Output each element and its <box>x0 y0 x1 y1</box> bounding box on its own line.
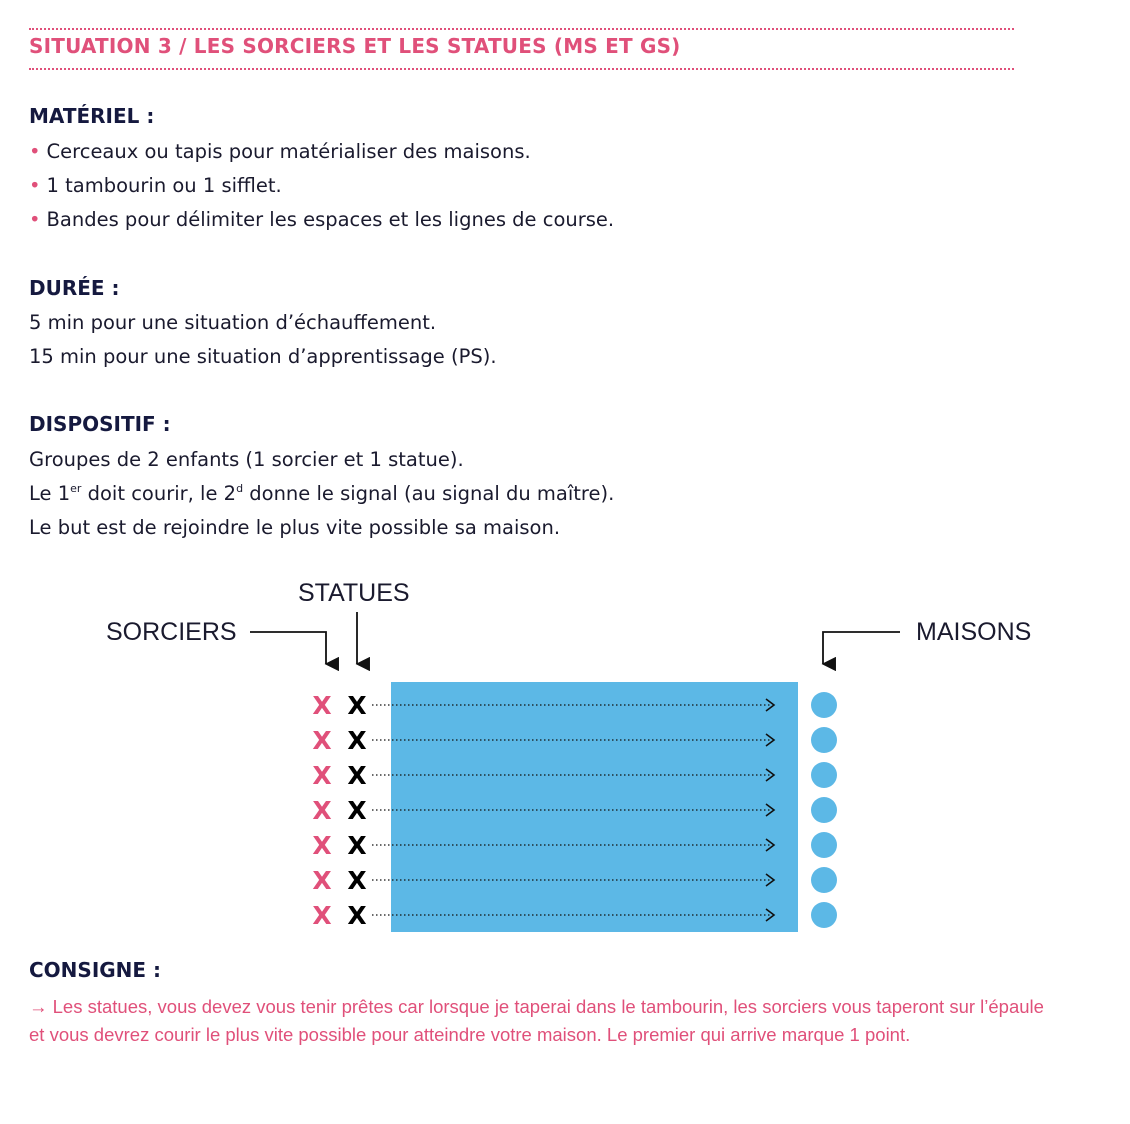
statue-marker: X <box>347 831 367 860</box>
maison-marker <box>811 762 837 788</box>
dispositif-line <box>29 482 614 505</box>
dispositif-line: Groupes de 2 enfants (1 sorcier et 1 statue). <box>29 448 464 471</box>
superscript: er <box>70 482 82 495</box>
materiel-item <box>29 208 614 231</box>
maisons-label: MAISONS <box>916 618 1032 646</box>
running-field <box>391 682 798 932</box>
top-rule <box>29 28 1014 30</box>
text-segment: doit courir, le 2 <box>81 482 237 505</box>
maison-marker <box>811 692 837 718</box>
duree-line: 5 min pour une situation d’échauffement. <box>29 311 437 334</box>
materiel-item-text: 1 tambourin ou 1 sifflet. <box>46 174 282 197</box>
maison-marker <box>811 797 837 823</box>
text-segment: donne le signal (au signal du maître). <box>243 482 615 505</box>
sorcier-marker: X <box>312 796 332 825</box>
materiel-heading: MATÉRIEL : <box>29 104 155 128</box>
duree-line: 15 min pour une situation d’apprentissage (PS). <box>29 345 497 368</box>
arrow-right-icon: → <box>29 996 48 1017</box>
sorciers-pointer <box>250 632 326 664</box>
title-rule <box>29 68 1014 70</box>
statues-label: STATUES <box>298 579 410 607</box>
dispositif-heading: DISPOSITIF : <box>29 412 171 436</box>
statue-marker: X <box>347 726 367 755</box>
course-diagram <box>0 560 1130 950</box>
dispositif-line: Le but est de rejoindre le plus vite possible sa maison. <box>29 516 561 539</box>
statue-marker: X <box>347 796 367 825</box>
consigne-text <box>29 993 1059 1049</box>
sorciers-label: SORCIERS <box>106 618 237 646</box>
maison-marker <box>811 832 837 858</box>
statue-marker: X <box>347 866 367 895</box>
superscript: d <box>236 482 244 495</box>
materiel-item-text: Cerceaux ou tapis pour matérialiser des maisons. <box>46 140 531 163</box>
materiel-item <box>29 140 531 163</box>
maison-marker <box>811 727 837 753</box>
consigne-body: Les statues, vous devez vous tenir prêtes car lorsque je taperai dans le tambourin, les sorciers vous taperont sur l’épaule et vous devrez courir le plus vite possible pour atteindre votre maison. Le premier qui arrive marque 1 point. <box>29 996 1044 1045</box>
sorcier-marker: X <box>312 691 332 720</box>
consigne-heading: CONSIGNE : <box>29 958 162 982</box>
page-title: SITUATION 3 / LES SORCIERS ET LES STATUES (MS ET GS) <box>29 34 681 58</box>
bullet-icon: • <box>29 174 41 197</box>
statue-marker: X <box>347 761 367 790</box>
sorcier-marker: X <box>312 901 332 930</box>
sorcier-marker: X <box>312 761 332 790</box>
materiel-item-text: Bandes pour délimiter les espaces et les lignes de course. <box>46 208 615 231</box>
sorcier-marker: X <box>312 866 332 895</box>
maison-marker <box>811 867 837 893</box>
statue-marker: X <box>347 901 367 930</box>
sorcier-marker: X <box>312 831 332 860</box>
maison-marker <box>811 902 837 928</box>
bullet-icon: • <box>29 140 41 163</box>
sorcier-marker: X <box>312 726 332 755</box>
duree-heading: DURÉE : <box>29 276 120 300</box>
maisons-pointer <box>823 632 900 664</box>
materiel-item <box>29 174 282 197</box>
statue-marker: X <box>347 691 367 720</box>
bullet-icon: • <box>29 208 41 231</box>
text-segment: Le 1 <box>29 482 71 505</box>
